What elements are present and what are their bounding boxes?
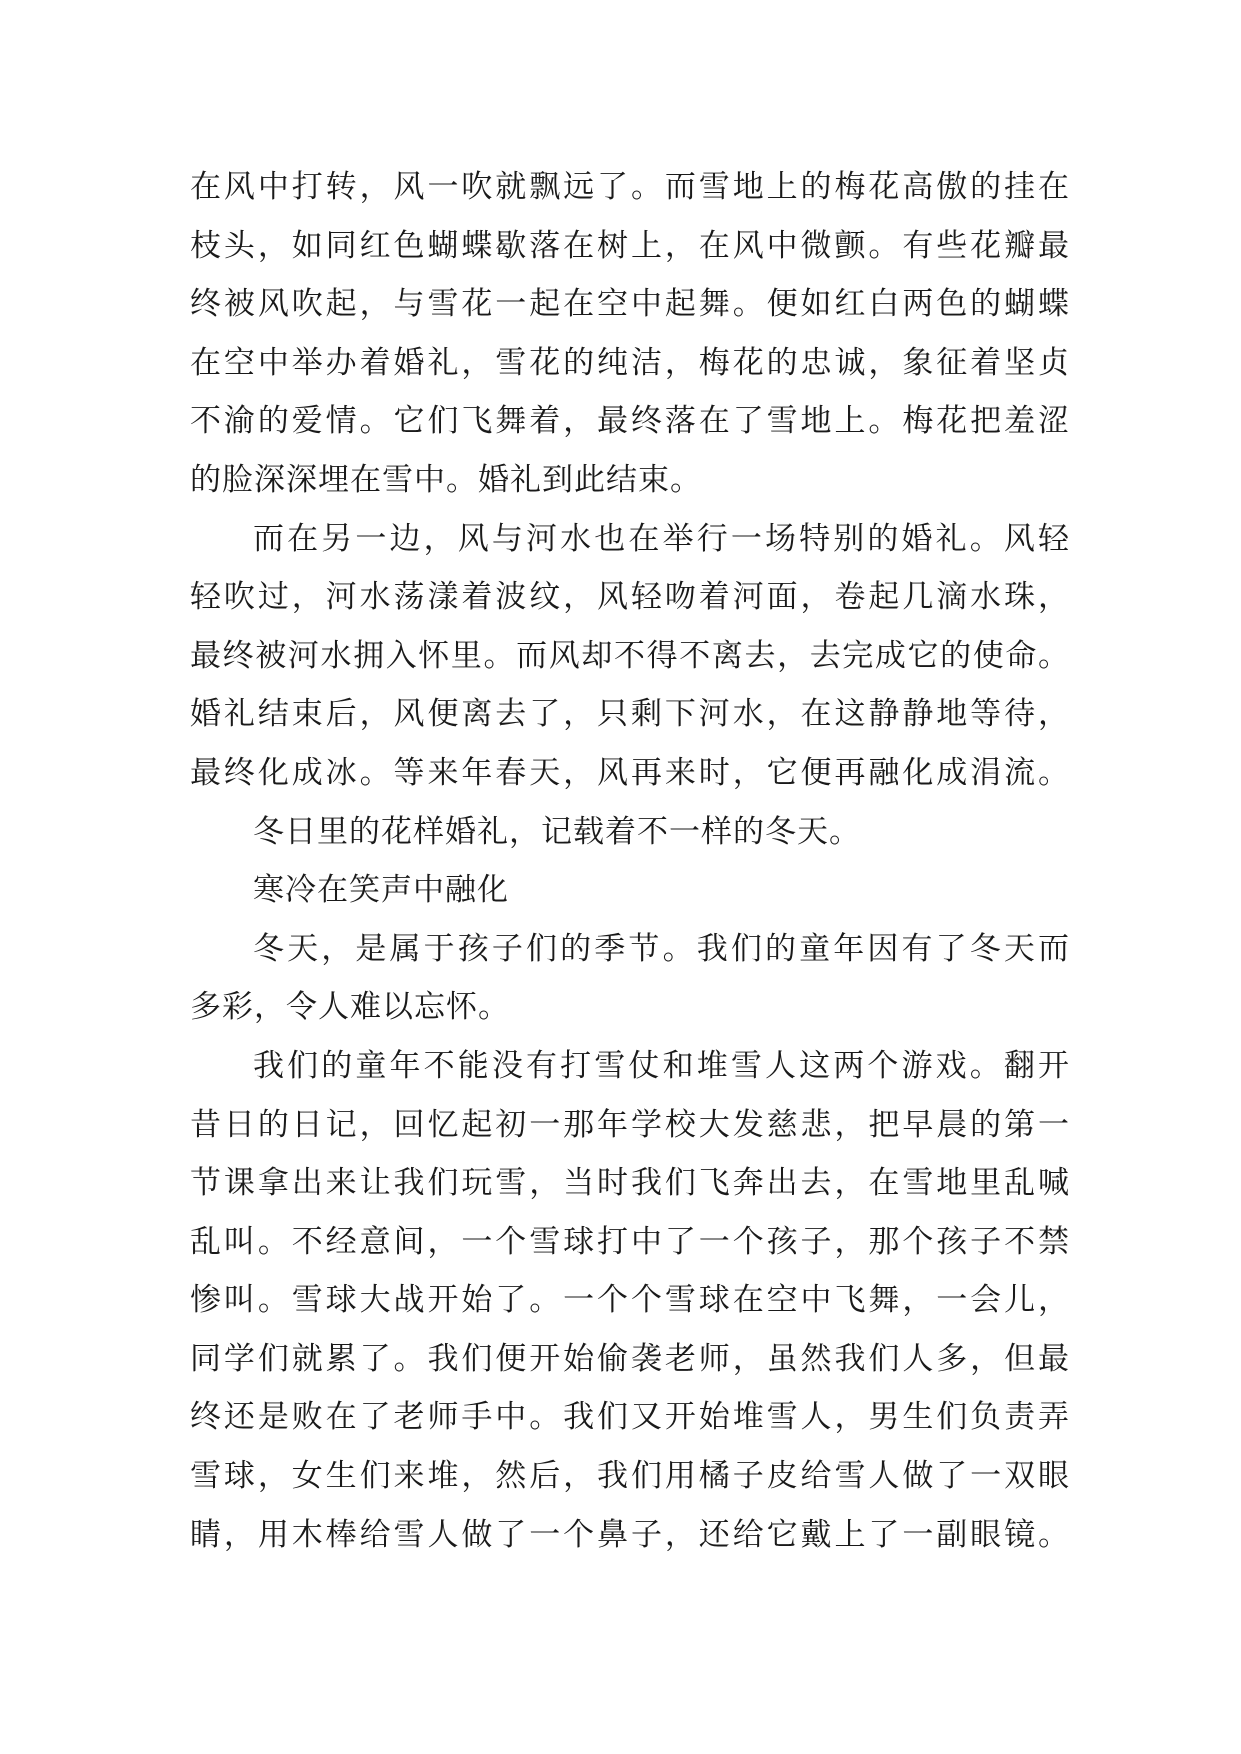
text-line: 冬日里的花样婚礼，记载着不一样的冬天。 <box>253 813 861 850</box>
text-line: 昔日的日记，回忆起初一那年学校大发慈悲，把早晨的第一 <box>190 1106 1070 1143</box>
text-line: 终被风吹起，与雪花一起在空中起舞。便如红白两色的蝴蝶 <box>190 286 1070 323</box>
section-heading: 寒冷在笑声中融化 <box>253 872 509 909</box>
text-line: 的脸深深埋在雪中。婚礼到此结束。 <box>190 461 702 498</box>
text-line: 节课拿出来让我们玩雪，当时我们飞奔出去，在雪地里乱喊 <box>190 1165 1070 1202</box>
text-line: 我们的童年不能没有打雪仗和堆雪人这两个游戏。翻开 <box>253 1047 1070 1084</box>
text-line: 雪球，女生们来堆，然后，我们用橘子皮给雪人做了一双眼 <box>190 1458 1070 1495</box>
text-line: 终还是败在了老师手中。我们又开始堆雪人，男生们负责弄 <box>190 1399 1070 1436</box>
text-line: 睛，用木棒给雪人做了一个鼻子，还给它戴上了一副眼镜。 <box>190 1516 1070 1553</box>
text-line: 轻吹过，河水荡漾着波纹，风轻吻着河面，卷起几滴水珠， <box>190 579 1070 616</box>
text-line: 枝头，如同红色蝴蝶歇落在树上，在风中微颤。有些花瓣最 <box>190 227 1070 264</box>
text-line: 同学们就累了。我们便开始偷袭老师，虽然我们人多，但最 <box>190 1340 1070 1377</box>
text-line: 冬天，是属于孩子们的季节。我们的童年因有了冬天而 <box>253 930 1070 967</box>
text-line: 最终化成冰。等来年春天，风再来时，它便再融化成涓流。 <box>190 754 1070 791</box>
text-line: 最终被河水拥入怀里。而风却不得不离去，去完成它的使命。 <box>190 637 1070 674</box>
text-line: 而在另一边，风与河水也在举行一场特别的婚礼。风轻 <box>253 520 1070 557</box>
text-line: 在空中举办着婚礼，雪花的纯洁，梅花的忠诚，象征着坚贞 <box>190 344 1070 381</box>
text-line: 在风中打转，风一吹就飘远了。而雪地上的梅花高傲的挂在 <box>190 169 1070 205</box>
document-body <box>190 158 1070 1564</box>
text-line: 不渝的爱情。它们飞舞着，最终落在了雪地上。梅花把羞涩 <box>190 403 1070 440</box>
text-line: 婚礼结束后，风便离去了，只剩下河水，在这静静地等待， <box>190 696 1070 733</box>
text-line: 乱叫。不经意间，一个雪球打中了一个孩子，那个孩子不禁 <box>190 1223 1070 1260</box>
text-line: 多彩，令人难以忘怀。 <box>190 989 510 1026</box>
text-line: 惨叫。雪球大战开始了。一个个雪球在空中飞舞，一会儿， <box>190 1282 1070 1319</box>
